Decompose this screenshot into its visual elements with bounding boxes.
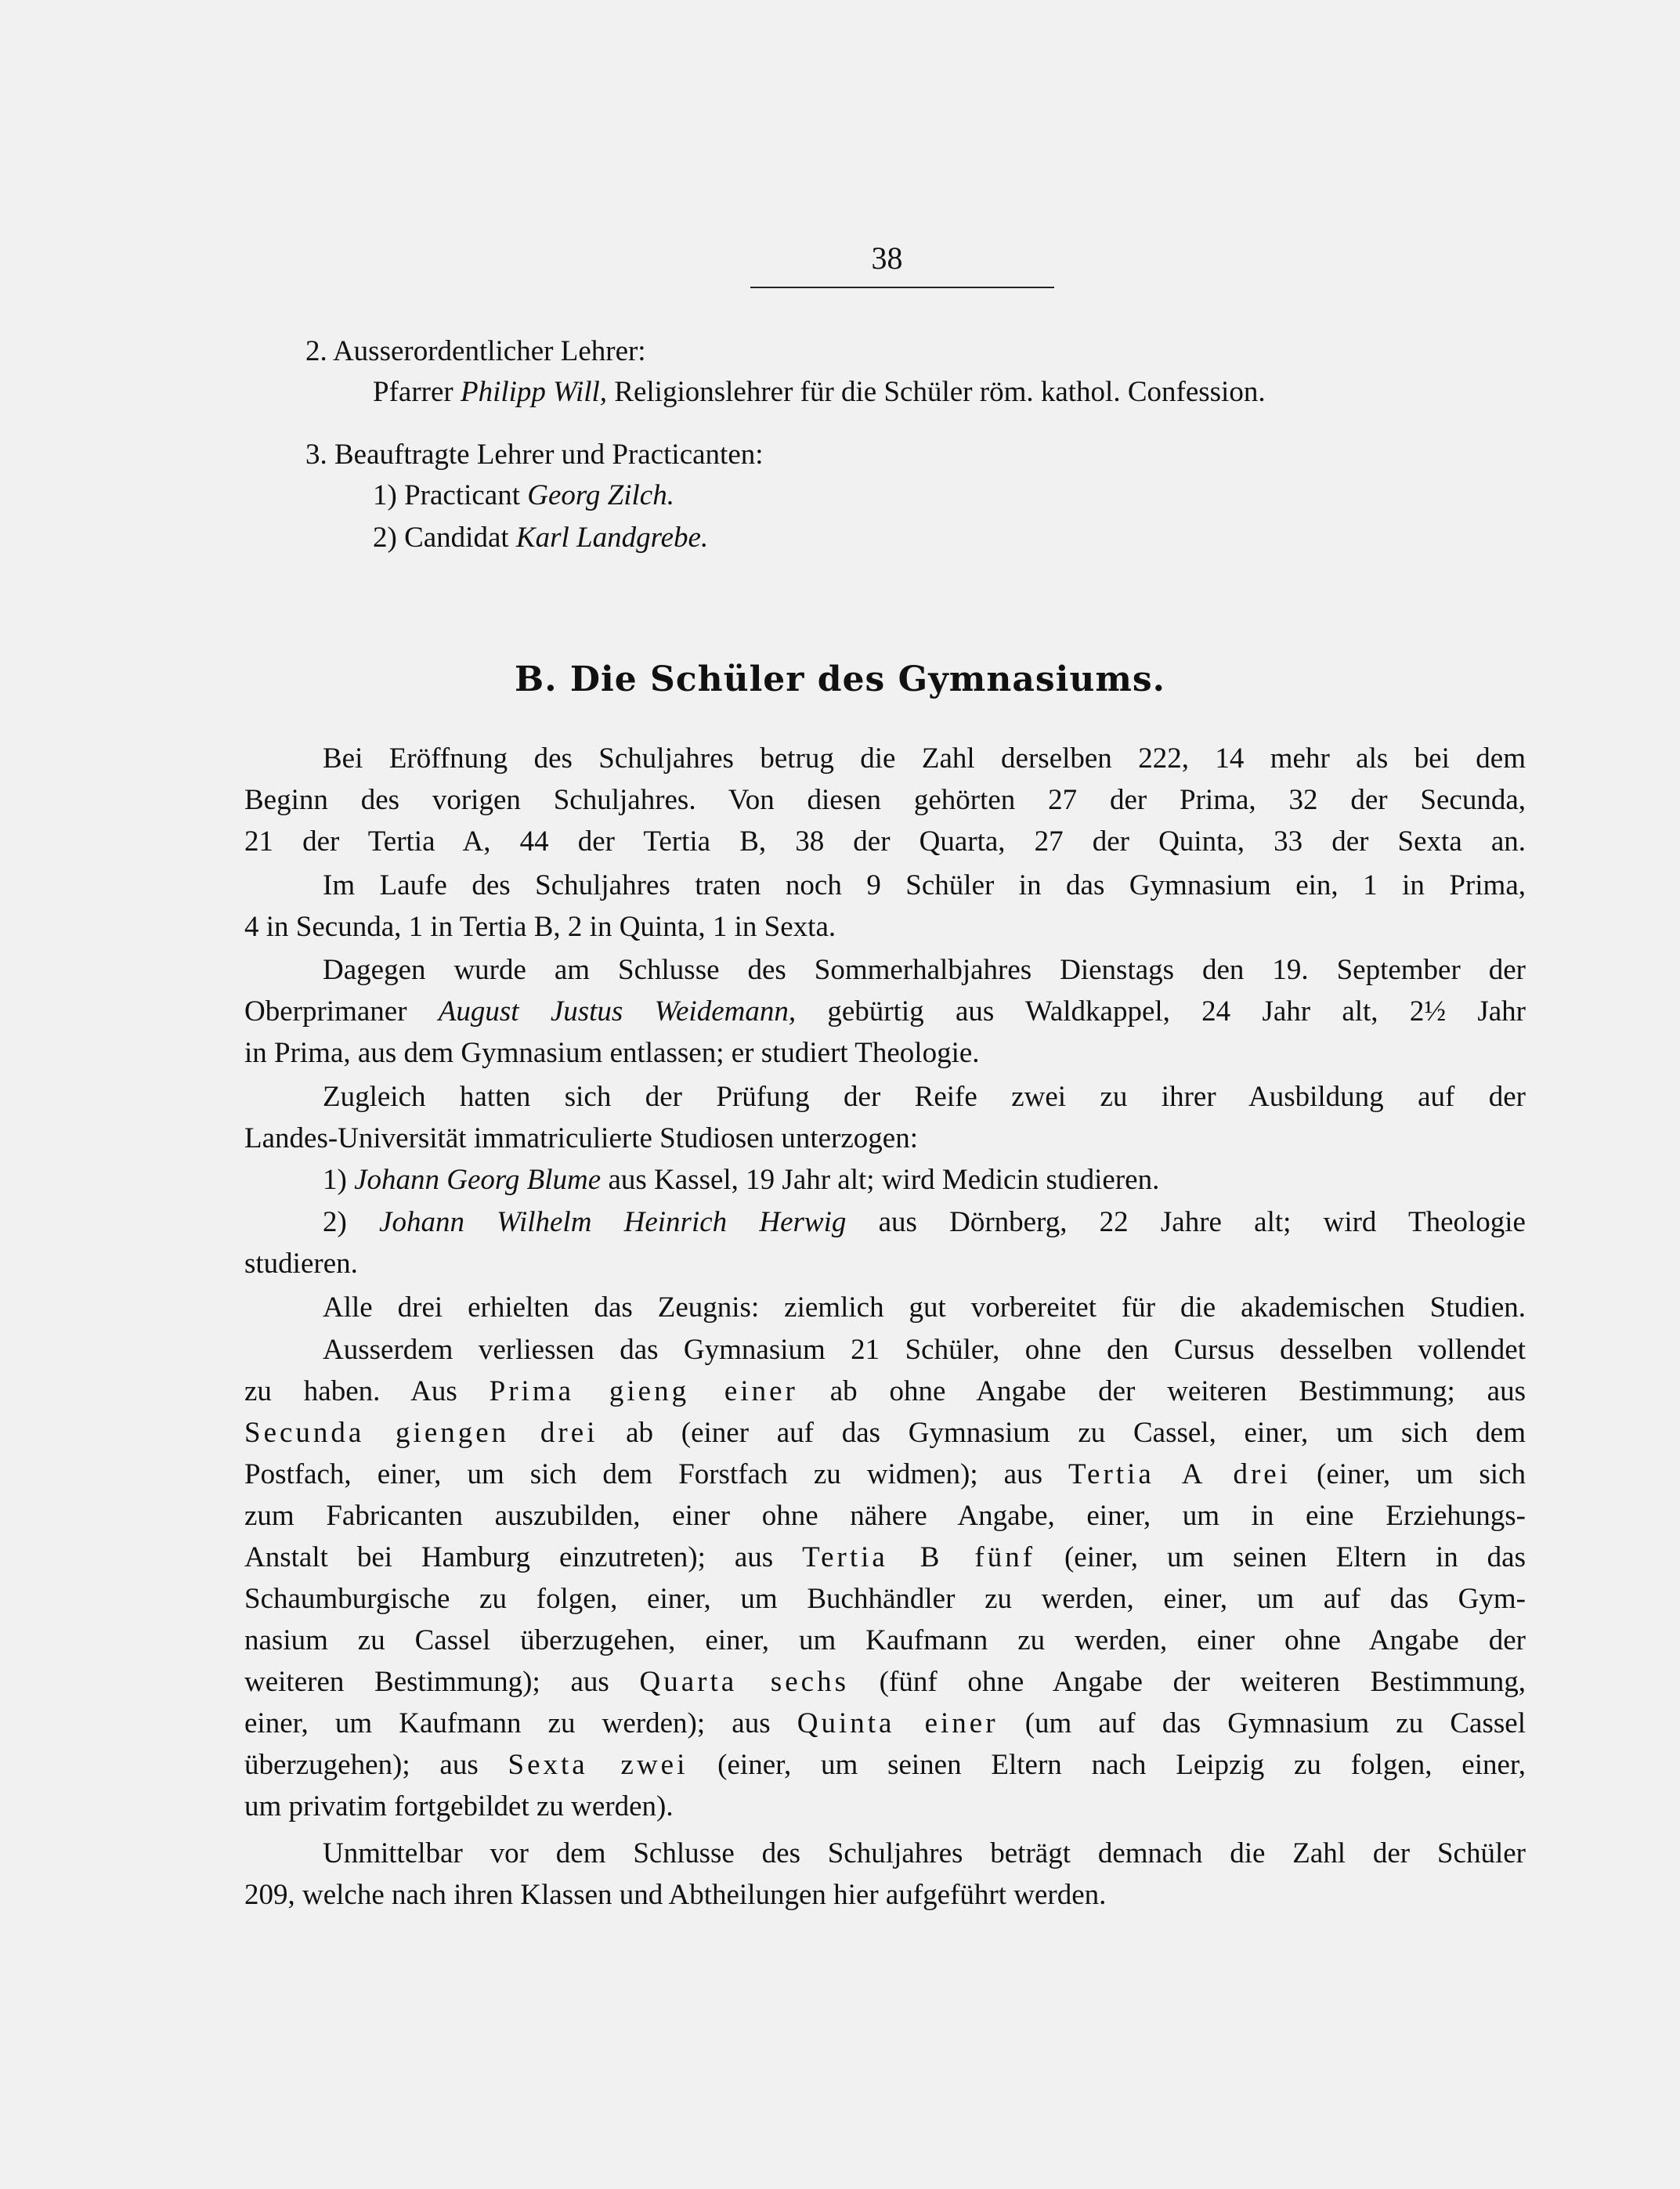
graduate-name: August Justus Weidemann, (438, 995, 797, 1028)
body-line-26: um privatim fortgebildet zu werden). (244, 1790, 674, 1822)
body-line-2: Beginn des vorigen Schuljahres. Von diesen gehörten 27 der Prima, 32 der Secunda, (244, 784, 1526, 816)
staff-item-3-2 (373, 517, 708, 559)
body-line-17-b: ab (einer auf das Gymnasium zu Cassel, einer, um sich dem (598, 1417, 1526, 1449)
staff-item-2-prefix: Pfarrer (373, 376, 461, 408)
class-tertia-b: Tertia B fünf (802, 1541, 1036, 1573)
body-line-21: Schaumburgische zu folgen, einer, um Buchhändler zu werden, einer, um auf das Gym- (244, 1583, 1526, 1615)
header-rule (750, 287, 1054, 288)
class-quinta: Quinta einer (797, 1707, 999, 1739)
body-line-24-c: (um auf das Gymnasium zu Cassel (998, 1707, 1526, 1739)
body-line-18-c: (einer, um sich (1291, 1458, 1526, 1490)
body-line-19: zum Fabricanten auszubilden, einer ohne nähere Angabe, einer, um in eine Erziehungs- (244, 1500, 1526, 1532)
body-line-20-a: Anstalt bei Hamburg einzutreten); aus (244, 1541, 803, 1573)
body-line-5: 4 in Secunda, 1 in Tertia B, 2 in Quinta, 1 in Sexta. (244, 911, 836, 943)
body-line-10: Landes-Universität immatriculierte Studiosen unterzogen: (244, 1122, 918, 1154)
staff-item-3-1 (373, 475, 674, 517)
staff-item-3-heading: 3. Beauftragte Lehrer und Practicanten: (305, 439, 764, 471)
class-tertia-a: Tertia A drei (1068, 1458, 1291, 1490)
body-line-23-a: weiteren Bestimmung); aus (244, 1666, 640, 1698)
class-secunda: Secunda giengen drei (244, 1417, 598, 1449)
staff-item-2-suffix: Religionslehrer für die Schüler röm. kathol. Confession. (607, 376, 1266, 408)
body-line-23-c: (fünf ohne Angabe der weiteren Bestimmung, (848, 1666, 1526, 1698)
body-line-4: Im Laufe des Schuljahres traten noch 9 Schüler in das Gymnasium ein, 1 in Prima, (323, 869, 1526, 901)
teacher-name: Philipp Will, (460, 376, 608, 408)
body-line-14: Alle drei erhielten das Zeugnis: ziemlich gut vorbereitet für die akademischen Studien. (323, 1291, 1526, 1324)
body-line-7-prefix: Oberprimaner (244, 995, 439, 1028)
staff-item-3-2-prefix: 2) Candidat (373, 522, 516, 554)
practicant-name: Georg Zilch. (527, 479, 674, 511)
student-name-blume: Johann Georg Blume (354, 1164, 602, 1196)
body-line-27: Unmittelbar vor dem Schlusse des Schuljahres beträgt demnach die Zahl der Schüler (323, 1837, 1526, 1869)
body-line-25-c: (einer, um seinen Eltern nach Leipzig zu folgen, einer, (688, 1749, 1526, 1781)
body-line-18-a: Postfach, einer, um sich dem Forstfach zu widmen); aus (244, 1458, 1069, 1490)
body-line-22: nasium zu Cassel überzugehen, einer, um Kaufmann zu werden, einer ohne Angabe der (244, 1624, 1526, 1656)
body-line-25-a: überzugehen); aus (244, 1749, 508, 1781)
body-line-16 (244, 1371, 1526, 1413)
staff-item-3-1-prefix: 1) Practicant (373, 479, 528, 511)
body-line-20 (244, 1537, 1526, 1579)
section-heading: B. Die Schüler des Gymnasiums. (515, 659, 1165, 699)
body-line-12-prefix: 2) (323, 1206, 380, 1238)
candidate-name: Karl Landgrebe. (515, 522, 709, 554)
body-line-16-c: ab ohne Angabe der weiteren Bestimmung; aus (797, 1375, 1526, 1407)
class-quarta: Quarta sechs (639, 1666, 849, 1698)
staff-item-2-heading: 2. Ausserordentlicher Lehrer: (305, 335, 646, 367)
body-line-24-a: einer, um Kaufmann zu werden); aus (244, 1707, 797, 1739)
page-number: 38 (871, 240, 903, 276)
body-line-11-prefix: 1) (323, 1164, 355, 1196)
body-line-12-suffix: aus Dörnberg, 22 Jahre alt; wird Theologie (846, 1206, 1526, 1238)
body-line-8: in Prima, aus dem Gymnasium entlassen; er studiert Theologie. (244, 1037, 980, 1069)
body-line-6: Dagegen wurde am Schlusse des Sommerhalbjahres Dienstags den 19. September der (323, 954, 1526, 986)
student-name-herwig: Johann Wilhelm Heinrich Herwig (379, 1206, 847, 1238)
body-line-20-c: (einer, um seinen Eltern in das (1035, 1541, 1526, 1573)
body-line-12 (323, 1201, 1526, 1244)
staff-item-2-entry (373, 371, 1266, 414)
body-line-17 (244, 1412, 1526, 1454)
class-prima: Prima gieng einer (489, 1375, 798, 1407)
body-line-25 (244, 1744, 1526, 1786)
body-line-28: 209, welche nach ihren Klassen und Abtheilungen hier aufgeführt werden. (244, 1879, 1107, 1911)
body-line-16-a: zu haben. Aus (244, 1375, 490, 1407)
body-line-7-suffix: gebürtig aus Waldkappel, 24 Jahr alt, 2½ Jahr (796, 995, 1526, 1028)
body-line-7 (244, 991, 1526, 1033)
body-line-24 (244, 1703, 1526, 1745)
body-line-18 (244, 1454, 1526, 1496)
body-line-11 (323, 1159, 1159, 1201)
body-line-23 (244, 1661, 1526, 1703)
body-line-3: 21 der Tertia A, 44 der Tertia B, 38 der Quarta, 27 der Quinta, 33 der Sexta an. (244, 825, 1526, 858)
body-line-11-suffix: aus Kassel, 19 Jahr alt; wird Medicin studieren. (601, 1164, 1160, 1196)
class-sexta: Sexta zwei (508, 1749, 688, 1781)
body-line-9: Zugleich hatten sich der Prüfung der Reife zwei zu ihrer Ausbildung auf der (323, 1081, 1526, 1113)
body-line-15: Ausserdem verliessen das Gymnasium 21 Schüler, ohne den Cursus desselben vollendet (323, 1334, 1526, 1366)
body-line-1: Bei Eröffnung des Schuljahres betrug die Zahl derselben 222, 14 mehr als bei dem (323, 742, 1526, 775)
body-line-13: studieren. (244, 1248, 358, 1280)
